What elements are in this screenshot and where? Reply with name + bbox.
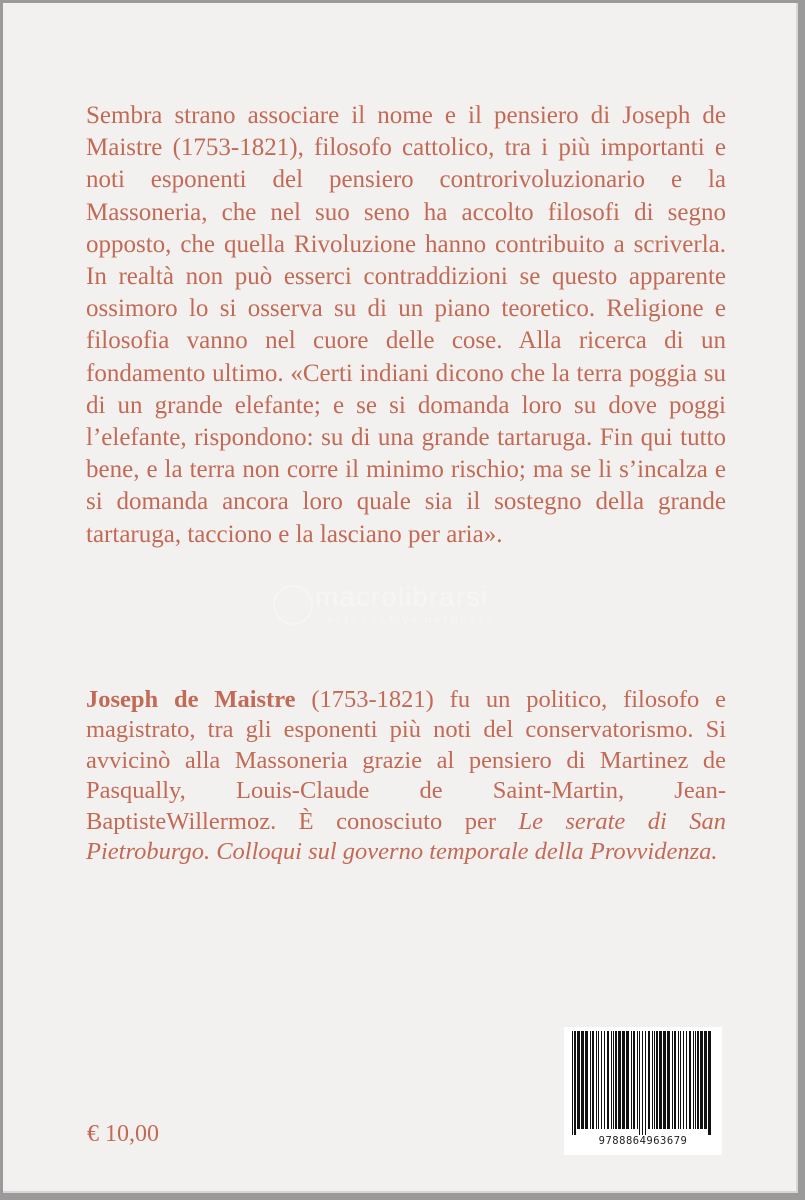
barcode-bar bbox=[700, 1031, 703, 1129]
barcode-bar bbox=[663, 1031, 666, 1129]
author-bio bbox=[86, 685, 726, 867]
author-bio-text: (1753-1821) fu un politico, filosofo e magistrato, tra gli esponenti più noti del conservatorismo. Si avvicinò alla Massoneria grazie al pensiero di Martinez de Pasqually, Louis-Claude de Saint-Martin, Jean-BaptisteWillermoz. È conosciuto per bbox=[86, 686, 727, 835]
barcode-bar bbox=[581, 1031, 584, 1129]
book-title: Le serate di San Pietroburgo. Colloqui sul governo temporale della Provvidenza. bbox=[86, 807, 726, 866]
barcode-bar bbox=[577, 1031, 580, 1129]
barcode-bar bbox=[656, 1031, 658, 1129]
barcode-bar bbox=[604, 1031, 605, 1129]
barcode-bar bbox=[695, 1031, 696, 1129]
barcode-bar bbox=[697, 1031, 699, 1129]
barcode-bar bbox=[645, 1031, 646, 1135]
barcode-bar bbox=[574, 1031, 576, 1135]
barcode-bar bbox=[680, 1031, 681, 1129]
barcode-bar bbox=[598, 1031, 599, 1129]
barcode-bar bbox=[607, 1031, 609, 1129]
barcode-bar bbox=[683, 1031, 684, 1129]
barcode-bar bbox=[674, 1031, 676, 1129]
barcode-bar bbox=[611, 1031, 612, 1129]
barcode-bar bbox=[654, 1031, 655, 1129]
barcode-bar bbox=[622, 1031, 625, 1129]
barcode-bar bbox=[596, 1031, 597, 1129]
barcode-bar bbox=[667, 1031, 670, 1129]
barcode-bar bbox=[693, 1031, 694, 1129]
barcode-bar bbox=[704, 1031, 707, 1129]
barcode-bar bbox=[626, 1031, 629, 1129]
barcode-bars bbox=[570, 1031, 716, 1135]
watermark-tagline: ALTERNATIVA NATURALE bbox=[327, 615, 496, 625]
barcode-bar bbox=[637, 1031, 638, 1129]
barcode-bar bbox=[615, 1031, 617, 1129]
barcode-bar bbox=[590, 1031, 591, 1129]
blurb-text: Sembra strano associare il nome e il pensiero di Joseph de Maistre (1753-1821), filosofo cattolico, tra i più importanti e noti esponenti del pensiero controrivoluzionario e la Massoneria, che nel suo seno ha accolto filosofi di segno opposto, che quella Rivoluzione hanno contribuito a scriverla. In realtà non può esserci contraddizioni se questo apparente ossimoro lo si osserva su di un piano teoretico. Religione e filosofia vanno nel cuore delle cose. Alla ricerca di un fondamento ultimo. «Certi indiani dicono che la terra poggia su di un grande elefante; e se si domanda loro su dove poggi l’elefante, rispondono: su di una grande tartaruga. Fin qui tutto bene, e la terra non corre il minimo rischio; ma se li s’incalza e si domanda ancora loro quale sia il sostegno della grande tartaruga, tacciono e la lasciano per aria». bbox=[86, 102, 726, 548]
barcode-bar bbox=[613, 1031, 614, 1129]
barcode-bar bbox=[618, 1031, 621, 1129]
barcode-bar bbox=[639, 1031, 640, 1135]
watermark-brand: macrolibrarsi bbox=[315, 581, 489, 612]
barcode-bar bbox=[659, 1031, 662, 1129]
barcode-bar bbox=[678, 1031, 679, 1129]
barcode-bar bbox=[648, 1031, 650, 1129]
author-name: Joseph de Maistre bbox=[86, 686, 296, 713]
barcode-bar bbox=[585, 1031, 588, 1129]
barcode-bar bbox=[592, 1031, 594, 1129]
watermark-logo-icon bbox=[273, 585, 313, 625]
watermark bbox=[265, 581, 565, 631]
barcode-bar bbox=[708, 1031, 711, 1135]
barcode bbox=[564, 1027, 722, 1155]
barcode-bar bbox=[672, 1031, 673, 1129]
isbn-number: 9788864963679 bbox=[598, 1135, 688, 1147]
back-cover bbox=[3, 3, 798, 1193]
barcode-bar bbox=[642, 1031, 643, 1135]
price: € 10,00 bbox=[87, 1121, 159, 1147]
barcode-bar bbox=[572, 1031, 573, 1135]
barcode-bar bbox=[689, 1031, 691, 1129]
barcode-bar bbox=[633, 1031, 635, 1129]
barcode-bar bbox=[686, 1031, 687, 1129]
barcode-bar bbox=[601, 1031, 602, 1129]
barcode-bar bbox=[652, 1031, 653, 1129]
barcode-bar bbox=[631, 1031, 632, 1129]
